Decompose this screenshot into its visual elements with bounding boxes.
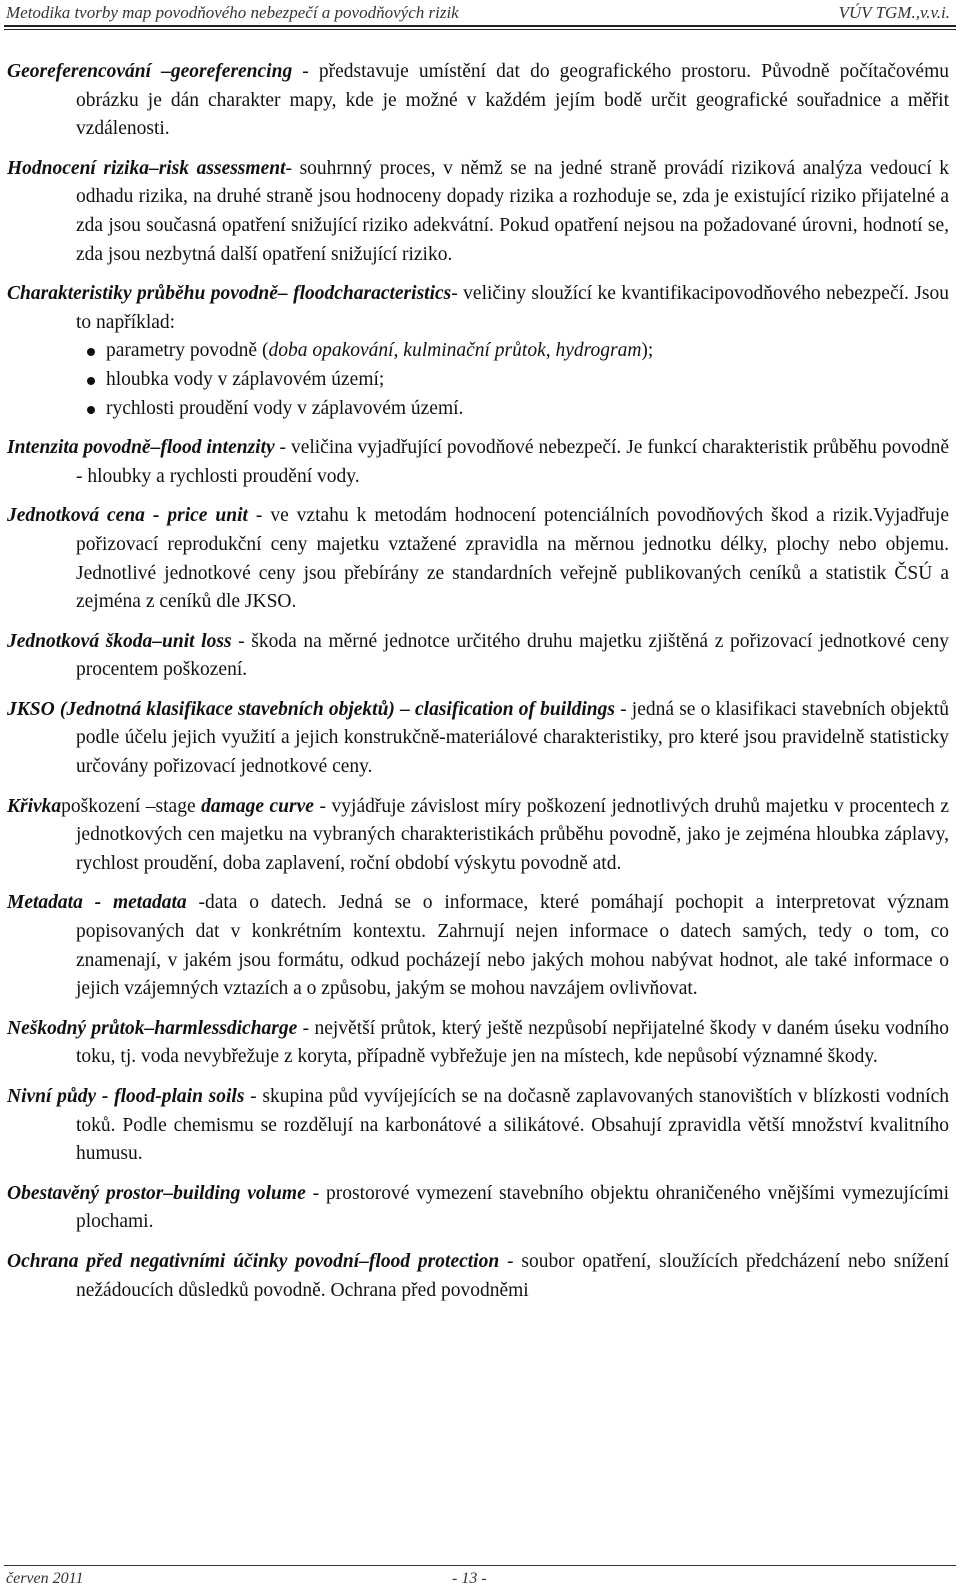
page-number: - 13 -: [452, 1570, 487, 1587]
definition-nivni-pudy: - skupina půd vyvíjejících se na dočasně zaplavovaných stanovištích v blízkosti vodních toků. Podle chemismu se rozdělují na karbonátové a silikátové. Obsahují zpravidla větší množství kvalitního humusu.: [76, 1086, 950, 1165]
term-neskodny-prutok: Neškodný průtok–harmlessdicharge: [7, 1017, 298, 1039]
definition-neskodny-prutok: - největší průtok, který ještě nezpůsobí nepřijatelné škody v daném úseku vodního toku, tj. voda nevybřežuje z koryta, případně vybřežuje jen na místech, kde nepůsobí významné škody.: [76, 1017, 949, 1068]
term-krivka: Křivka: [7, 795, 62, 817]
entry-jednotkova-cena: [7, 502, 949, 616]
definition-metadata: -data o datech. Jedná se o informace, které pomáhají pochopit a interpretovat význam popisovaných dat v konkrétním kontextu. Zahrnují nejen informace o datech samých, tedy o tom, co znamenají, v jakém jsou formátu, odkud pocházejí nebo jakých mohou nabývat hodnot, ale také informace o jejich vzájemných vztazích a o způsobu, jakým se mohou navzájem ovlivňovat.: [76, 892, 949, 1000]
definition-ochrana: - soubor opatření, sloužících předcházení nebo snížení nežádoucích důsledků povodně. Ochrana před povodněmi: [76, 1250, 949, 1301]
term-jednotkova-skoda: Jednotková škoda–unit loss: [7, 630, 232, 652]
bullet-text-end: );: [641, 340, 654, 362]
term-ochrana: Ochrana před negativními účinky povodní–flood protection: [7, 1250, 500, 1272]
term-hodnoceni-rizika: Hodnocení rizika–risk assessment: [7, 157, 286, 179]
header-organization: VÚV TGM.,v.v.i.: [838, 3, 950, 22]
term-jkso: JKSO (Jednotná klasifikace stavebních objektů) – clasification of buildings: [7, 698, 615, 720]
definition-krivka-lead: poškození –stage: [61, 795, 202, 817]
definition-intenzita: - veličina vyjadřující povodňové nebezpečí. Je funkcí charakteristik průběhu povodně - hloubky a rychlosti proudění vody.: [76, 437, 950, 487]
footer-rule: [4, 1565, 956, 1566]
definition-obestaveny-prostor: - prostorové vymezení stavebního objektu ohraničeného vnějšími vymezujícími plochami.: [76, 1182, 949, 1233]
entry-intenzita: [7, 434, 949, 491]
entry-metadata: [7, 889, 949, 1003]
page-header: [0, 0, 960, 24]
bullet-italic-text: doba opakování, kulminační průtok, hydrogram: [268, 340, 642, 362]
entry-jednotkova-skoda: [7, 628, 949, 685]
entry-krivka: [7, 793, 949, 879]
definition-georeferencovani: - představuje umístění dat do geografického prostoru. Původně počítačovému obrázku je dán charakter mapy, kde je možné v každém jejím bodě určit geografické souřadnice a měřit vzdálenosti.: [76, 61, 949, 140]
entry-georeferencovani: [7, 58, 949, 144]
term-jednotkova-cena: Jednotková cena - price unit: [7, 505, 248, 527]
definition-jkso: - jedná se o klasifikaci stavebních objektů podle účelu jejich využití a jejich konstrukčně-materiálové charakteristiky, pro které jsou pravidelně statisticky určovány pořizovací jednotkové ceny.: [76, 698, 949, 778]
header-rule: [4, 25, 956, 30]
entry-nivni-pudy: [7, 1083, 949, 1169]
term-krivka-damage-curve: damage curve: [201, 795, 314, 817]
glossary-content: [7, 58, 949, 1316]
definition-charakteristiky: - veličiny sloužící ke kvantifikacipovodňového nebezpečí. Jsou to například:: [76, 283, 949, 333]
term-intenzita: Intenzita povodně–flood intenzity: [7, 437, 275, 459]
bullet-text: parametry povodně (: [106, 340, 269, 362]
page-footer: [0, 1568, 960, 1590]
list-item: [76, 337, 949, 366]
term-nivni-pudy: Nivní půdy - flood-plain soils: [7, 1086, 245, 1107]
entry-ochrana: [7, 1248, 949, 1305]
definition-krivka: - vyjádřuje závislost míry poškození jednotlivých druhů majetku v procentech z jednotkových cen majetku na vybraných charakteristikách průběhu povodně, jako je zejména hloubka záplavy, rychlost proudění, doba zaplavení, roční období výskytu povodně atd.: [76, 795, 949, 874]
bullet-list: [7, 337, 949, 423]
definition-jednotkova-cena: - ve vztahu k metodám hodnocení potenciálních povodňových škod a rizik.Vyjadřuje pořizovací reprodukční ceny majetku vztažené zpravidla na měrnou jednotku délky, plochy nebo objemu. Jednotlivé jednotkové ceny jsou přebírány ze standardních veřejně publikovaných ceníků a statistik ČSÚ a zejména z ceníků dle JKSO.: [76, 505, 949, 613]
term-obestaveny-prostor: Obestavěný prostor–building volume: [7, 1182, 306, 1204]
header-document-title: Metodika tvorby map povodňového nebezpečí a povodňových rizik: [6, 3, 459, 22]
bullet-text: rychlosti proudění vody v záplavovém území.: [106, 397, 464, 419]
entry-hodnoceni-rizika: [7, 155, 949, 269]
footer-date: červen 2011: [6, 1570, 84, 1587]
definition-jednotkova-skoda: - škoda na měrné jednotce určitého druhu majetku zjištěná z pořizovací jednotkové ceny procentem poškození.: [76, 630, 949, 681]
term-georeferencovani: Georeferencování –georeferencing: [7, 61, 293, 82]
entry-charakteristiky: [7, 280, 949, 337]
entry-neskodny-prutok: [7, 1015, 949, 1072]
term-metadata: Metadata - metadata: [7, 892, 187, 914]
list-item: [76, 366, 949, 395]
term-charakteristiky: Charakteristiky průběhu povodně– floodcharacteristics: [7, 283, 452, 305]
entry-obestaveny-prostor: [7, 1180, 949, 1237]
bullet-text: hloubka vody v záplavovém území;: [106, 368, 385, 390]
list-item: [76, 395, 949, 424]
definition-hodnoceni-rizika: - souhrnný proces, v němž se na jedné straně provádí riziková analýza vedoucí k odhadu rizika, na druhé straně jsou hodnoceny dopady rizika a rozhoduje se, zda je existující riziko přijatelné a zda jsou současná opatření snižující riziko adekvátní. Pokud opatření nejsou na požadované úrovni, hodnotí se, zda jsou nezbytná další opatření snižující riziko.: [76, 157, 949, 265]
entry-jkso: [7, 696, 949, 782]
